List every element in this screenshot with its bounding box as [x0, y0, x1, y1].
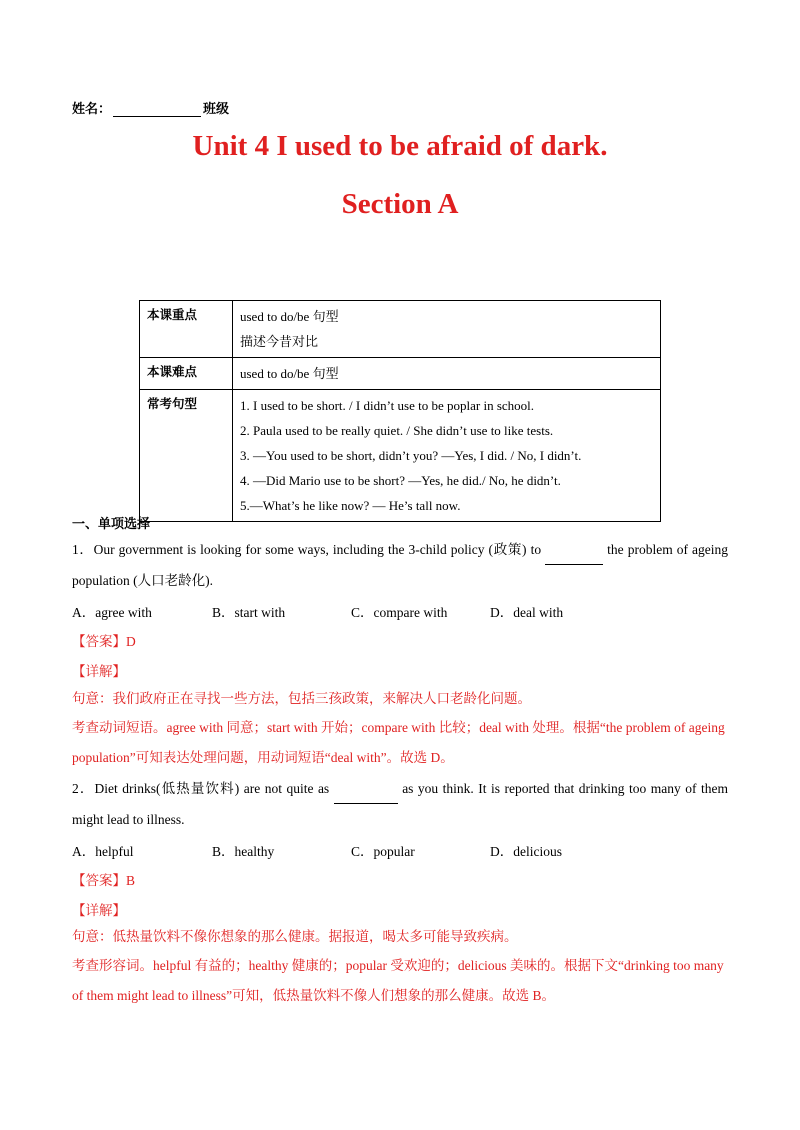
question-1-translation: 句意：我们政府正在寻找一些方法，包括三孩政策，来解决人口老龄化问题。 [72, 691, 531, 706]
question-1-explanation: 考查动词短语。agree with 同意；start with 开始；compare with 比较；deal with 处理。根据“the problem of ageing population”可知表达处理问题，用动词短语“deal with”。故选 D。 [72, 720, 725, 765]
section-title: Section A [341, 188, 459, 220]
row-line: 5.—What’s he like now? — He’s tall now. [240, 498, 461, 513]
answer-blank [545, 550, 603, 565]
row-content [233, 390, 661, 522]
option-a: A．helpful [72, 844, 134, 859]
row-line: 描述今昔对比 [240, 334, 319, 349]
table-row [140, 358, 661, 390]
name-class-line [72, 98, 229, 117]
question-2-explanation: 考查形容词。helpful 有益的；healthy 健康的；popular 受欢迎的；delicious 美味的。根据下文“drinking too many of them might lead to illness”可知，低热量饮料不像人们想象的那么健康。故选 B。 [72, 958, 724, 1003]
question-1-stem: 1．Our government is looking for some ways, including the 3-child policy (政策) to the problem of ageing population (人口老龄化). [72, 542, 728, 588]
table-row [140, 390, 661, 522]
row-content [233, 301, 661, 358]
table-row [140, 301, 661, 358]
option-d: D．delicious [490, 844, 562, 859]
question-2-translation: 句意：低热量饮料不像你想象的那么健康。据报道，喝太多可能导致疾病。 [72, 929, 518, 944]
row-line: 3. —You used to be short, didn’t you? —Yes, I did. / No, I didn’t. [240, 448, 582, 463]
row-content [233, 358, 661, 390]
unit-title: Unit 4 I used to be afraid of dark. [192, 130, 608, 162]
class-label: 班级 [203, 102, 230, 117]
option-a: A．agree with [72, 605, 152, 620]
question-2-detail-label: 【详解】 [72, 903, 126, 918]
question-1-answer: 【答案】D [72, 634, 136, 649]
section-heading: 一、单项选择 [72, 517, 151, 532]
key-points-table [139, 300, 661, 522]
question-1-detail-label: 【详解】 [72, 664, 126, 679]
question-2-stem: 2．Diet drinks(低热量饮料) are not quite as as you think. It is reported that drinking too many of them might lead to illness. [72, 781, 728, 827]
row-line: 2. Paula used to be really quiet. / She didn’t use to like tests. [240, 423, 554, 438]
row-line: 4. —Did Mario use to be short? —Yes, he did./ No, he didn’t. [240, 473, 561, 488]
name-label: 姓名： [72, 102, 112, 117]
row-line: used to do/be 句型 [240, 309, 339, 324]
option-d: D．deal with [490, 605, 564, 620]
option-c: C．popular [351, 844, 415, 859]
option-c: C．compare with [351, 605, 448, 620]
option-b: B．healthy [212, 844, 275, 859]
question-2-answer: 【答案】B [72, 873, 136, 888]
option-b: B．start with [212, 605, 286, 620]
row-label: 本课重点 [140, 301, 233, 358]
name-blank [113, 103, 201, 117]
row-line: used to do/be 句型 [240, 366, 339, 381]
row-label: 本课难点 [140, 358, 233, 390]
row-label: 常考句型 [140, 390, 233, 522]
answer-blank [334, 789, 398, 804]
row-line: 1. I used to be short. / I didn’t use to be poplar in school. [240, 398, 535, 413]
